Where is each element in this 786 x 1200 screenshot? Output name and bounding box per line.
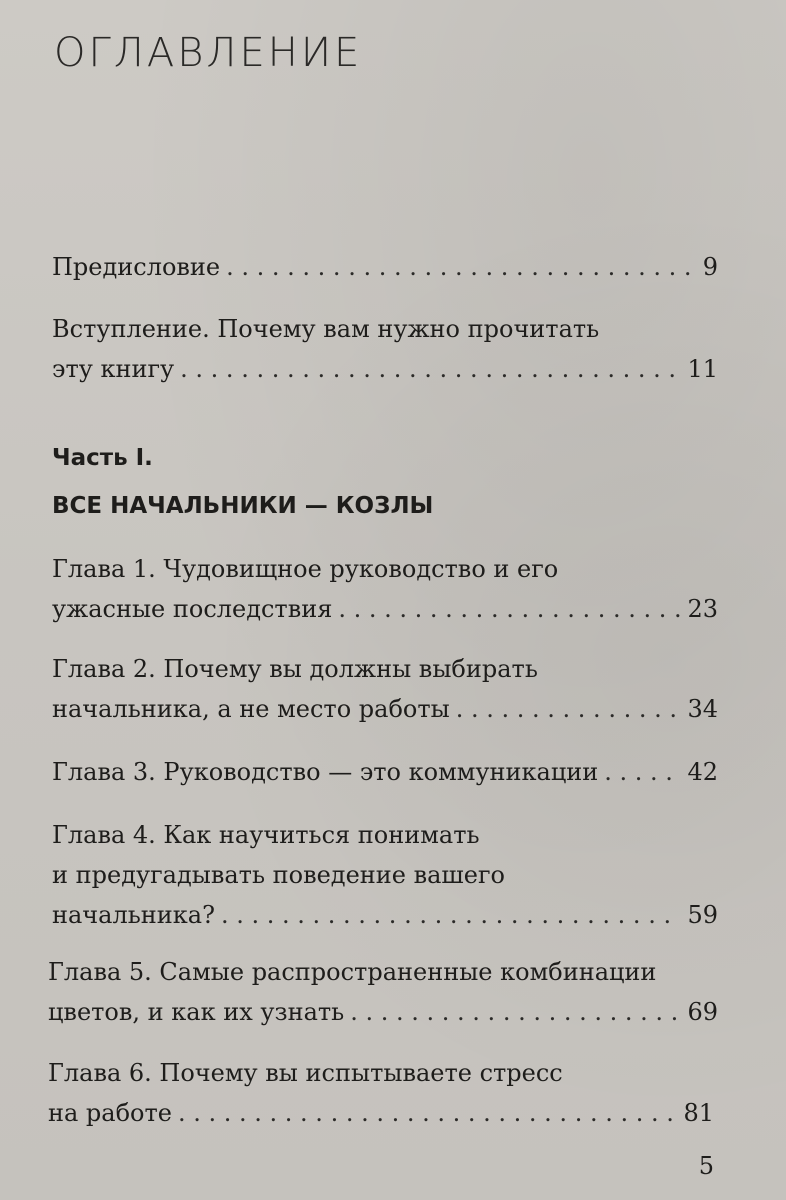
toc-entry-chapter-2 (52, 652, 718, 726)
toc-entry-chapter-1 (52, 552, 718, 626)
toc-entry-title-line: Глава 1. Чудовищное руководство и его (52, 555, 559, 583)
part-number: Часть I. (52, 445, 153, 471)
dot-leader (178, 1096, 677, 1130)
dot-leader (226, 250, 697, 284)
toc-entry-title-line: Глава 2. Почему вы должны выбирать (52, 655, 538, 683)
toc-entry-page: 11 (687, 355, 718, 383)
dot-leader (456, 692, 682, 726)
dot-leader (604, 755, 681, 789)
dot-leader (350, 995, 681, 1029)
toc-entry-page: 9 (702, 253, 718, 281)
toc-entry-page: 34 (687, 695, 718, 723)
toc-entry-chapter-3 (52, 755, 718, 789)
part-heading (52, 438, 433, 526)
toc-entry-title-line: ужасные последствия (52, 595, 333, 623)
toc-entry-title-line: на работе (48, 1099, 172, 1127)
toc-entry-title-line: цветов, и как их узнать (48, 998, 345, 1026)
toc-entry-page: 23 (687, 595, 718, 623)
page-folio: 5 (698, 1152, 714, 1180)
toc-entry-title-line: Глава 4. Как научиться понимать (52, 821, 480, 849)
part-title: ВСЕ НАЧАЛЬНИКИ — КОЗЛЫ (52, 493, 434, 519)
toc-entry-title-line: начальника? (52, 901, 215, 929)
toc-entry-introduction (52, 312, 718, 386)
dot-leader (221, 898, 681, 932)
toc-entry-page: 69 (687, 998, 718, 1026)
toc-entry-title: Глава 3. Руководство — это коммуникации (52, 758, 599, 786)
page-title: ОГЛАВЛЕНИЕ (54, 30, 363, 76)
toc-entry-title-line: Глава 6. Почему вы испытываете стресс (48, 1059, 563, 1087)
toc-entry-title-line: Вступление. Почему вам нужно прочитать (52, 315, 600, 343)
toc-entry-title-line: начальника, а не место работы (52, 695, 450, 723)
toc-entry-chapter-6 (48, 1056, 714, 1130)
toc-entry-page: 42 (687, 758, 718, 786)
toc-entry-preface (52, 250, 718, 284)
toc-entry-title: Предисловие (52, 253, 221, 281)
toc-entry-title-line: эту книгу (52, 355, 175, 383)
toc-entry-chapter-5 (48, 955, 718, 1029)
dot-leader (338, 592, 681, 626)
dot-leader (180, 352, 681, 386)
toc-entry-title-line: Глава 5. Самые распространенные комбинации (48, 958, 657, 986)
toc-entry-page: 81 (683, 1099, 714, 1127)
toc-entry-page: 59 (687, 901, 718, 929)
toc-entry-title-line: и предугадывать поведение вашего (52, 861, 505, 889)
toc-entry-chapter-4 (52, 818, 718, 932)
